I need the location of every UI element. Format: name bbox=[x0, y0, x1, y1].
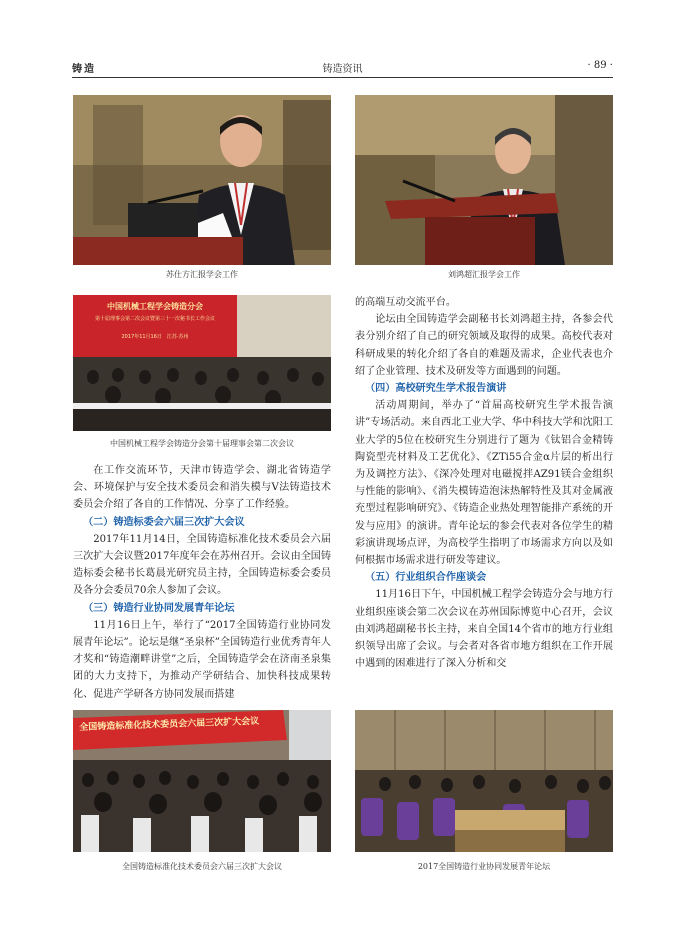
council-banner-title: 中国机械工程学会铸造分会 bbox=[107, 302, 203, 311]
page-number: · 89 · bbox=[587, 60, 613, 71]
heading-graduate-lectures: （四）高校研究生学术报告演讲 bbox=[365, 383, 507, 395]
council-banner-subtitle: 第十届理事会第二次会议暨第三十一次秘书长工作会议 bbox=[94, 316, 215, 322]
heading-standards-meeting: （二）铸造标委会六届三次扩大会议 bbox=[83, 516, 245, 528]
para-platform-continued: 的高端互动交流平台。 bbox=[355, 297, 456, 308]
caption-photo-2: 刘鸿超汇报学会工作 bbox=[448, 270, 520, 279]
caption-photo-3: 中国机械工程学会铸造分会第十届理事会第二次会议 bbox=[110, 439, 294, 448]
page-header bbox=[72, 60, 613, 76]
left-text-column bbox=[73, 462, 331, 703]
journal-name: 铸造 bbox=[72, 64, 96, 75]
caption-photo-4: 全国铸造标准化技术委员会六届三次扩大会议 bbox=[122, 862, 282, 871]
para-cooperation-symposium: 11月16日下午，中国机械工程学会铸造分会与地方行业组织座谈会第二次会议在苏州国际博览中心召开，会议由刘鸿超副秘书长主持，来自全国14个省市的地方行业组织领导出席了会议。与会者对各省市地方组织在工作开展中遇到的困难进行了深入分析和交 bbox=[355, 589, 613, 670]
section-title: 铸造资讯 bbox=[322, 64, 363, 75]
speaker-1-illustration bbox=[73, 95, 331, 265]
para-exchange: 在工作交流环节，天津市铸造学会、湖北省铸造学会、环境保护与安全技术委员会和消失模与V法铸造技术委员会介绍了各自的工作情况、分享了工作经验。 bbox=[73, 465, 331, 511]
council-banner-date: 2017年11月16日 江苏·苏州 bbox=[121, 334, 189, 340]
photo-youth-forum bbox=[355, 710, 613, 852]
right-text-column bbox=[355, 294, 613, 672]
para-forum-host: 论坛由全国铸造学会副秘书长刘鸿超主持，各参会代表分别介绍了自己的研究领域及取得的成果。高校代表对科研成果的转化介绍了各自的难题及需求，企业代表也介绍了企业管理、技术及研发等方面遇到的问题。 bbox=[355, 314, 613, 377]
caption-photo-5: 2017全国铸造行业协同发展青年论坛 bbox=[417, 862, 551, 871]
heading-youth-forum: （三）铸造行业协同发展青年论坛 bbox=[83, 602, 235, 614]
para-standards-meeting: 2017年11月14日，全国铸造标准化技术委员会六届三次扩大会议暨2017年度年会在苏州召开。会议由全国铸造标委会秘书长葛晨光研究员主持，全国铸造标委会委员及各分会委员70余人参加了会议。 bbox=[73, 533, 331, 597]
header-rule bbox=[72, 77, 613, 78]
speaker-2-illustration bbox=[355, 95, 613, 265]
para-youth-forum: 11月16日上午，举行了“2017全国铸造行业协同发展青年论坛”。论坛是继“圣泉杯”全国铸造行业优秀青年人才奖和“铸造潮畔讲堂”之后，全国铸造学会在济南圣泉集团的大力支持下，为推动产学研结合、加快科技成果转化、促进产学研各方协同发展而搭建 bbox=[73, 619, 331, 700]
youth-forum-illustration bbox=[355, 710, 613, 852]
heading-cooperation-symposium: （五）行业组织合作座谈会 bbox=[365, 572, 487, 584]
photo-standards-meeting bbox=[73, 710, 331, 852]
photo-council-meeting bbox=[73, 295, 331, 431]
photo-speaker-2 bbox=[355, 95, 613, 265]
para-graduate-lectures: 活动周期间，举办了“首届高校研究生学术报告演讲”专场活动。来自西北工业大学、华中科技大学和沈阳工业大学的5位在校研究生分别进行了题为《钛铝合金精铸陶瓷型壳材料及工艺优化》、《ZTi55合金α片层的析出行为及调控方法》、《深冷处理对电磁搅拌AZ91镁合金组织与性能的影响》、《消失模铸造泡沫热解特性及其对金属液充型过程影响研究》、《铸造企业热处理智能排产系统的开发与应用》的演讲。青年论坛的参会代表对各位学生的精彩演讲现场点评，为高校学生指明了市场需求方向以及如何根据市场需求进行研发等建议。 bbox=[355, 400, 613, 567]
photo-speaker-1 bbox=[73, 95, 331, 265]
caption-photo-1: 苏仕方汇报学会工作 bbox=[166, 270, 238, 279]
standards-banner-text: 全国铸造标准化技术委员会六届三次扩大会议 bbox=[79, 716, 260, 733]
